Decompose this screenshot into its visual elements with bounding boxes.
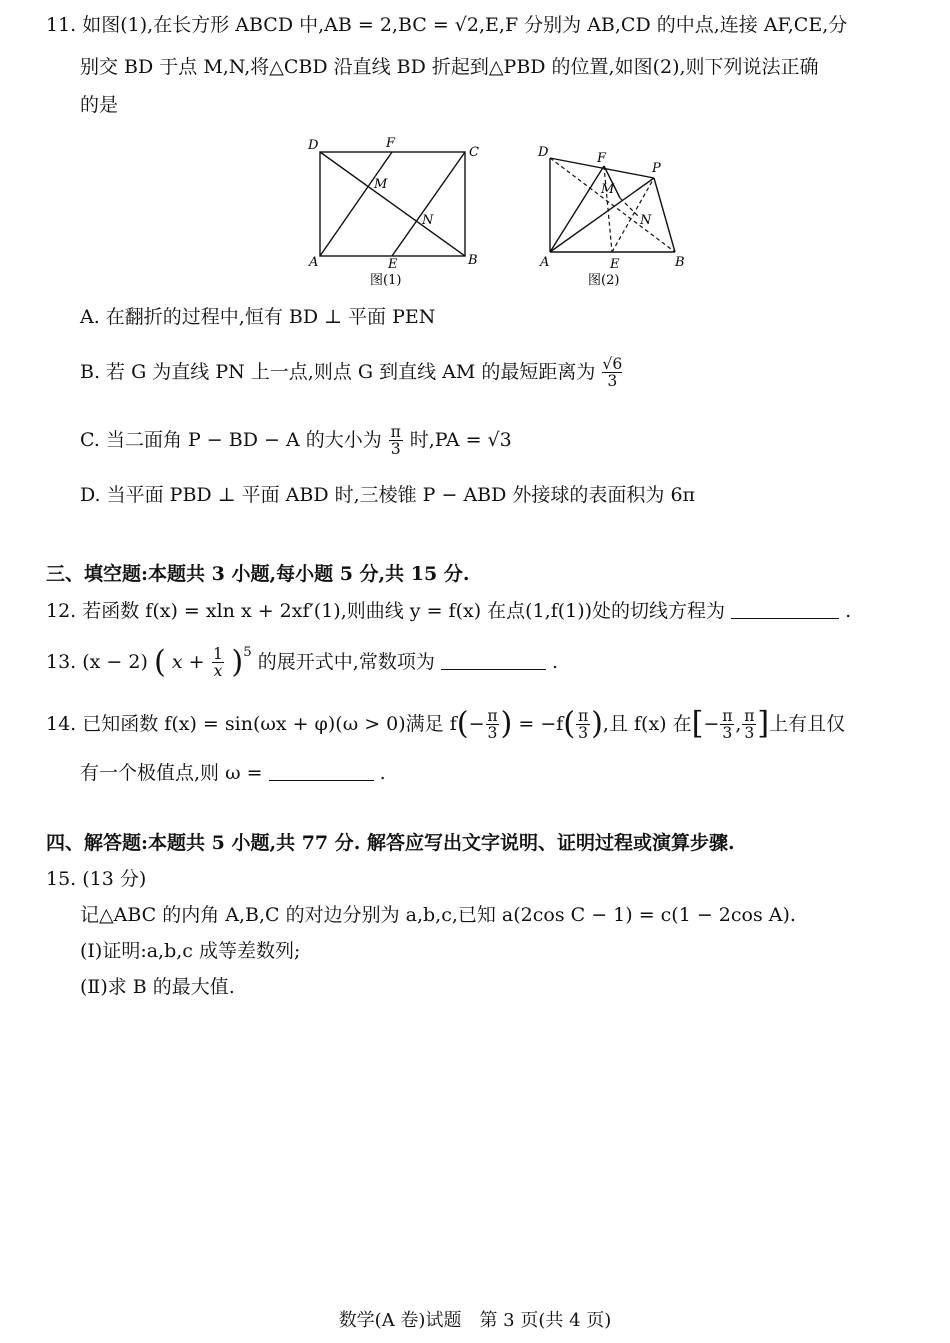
q14-text-b: = −f <box>512 712 564 735</box>
q14-frac-3-num: π <box>722 707 733 725</box>
q14-frac-1 <box>486 708 500 742</box>
q14-frac-2 <box>576 708 590 742</box>
q14-frac-2-num: π <box>577 707 589 725</box>
q13-answer-blank[interactable] <box>441 668 546 670</box>
q12-text: 若函数 f(x) = xln x + 2xf′(1),则曲线 y = f(x) 在点(1,f(1))处的切线方程为 <box>82 600 726 622</box>
q14-text-line2: 有一个极值点,则 ω = <box>80 762 263 784</box>
q14-end: . <box>379 762 386 784</box>
q13-frac-den: x <box>213 662 223 681</box>
fig1-label-b: B <box>468 253 478 268</box>
q13: 13. (x − 2) ( x + $\frac{1}{x}$ )$^5$ 的展开式中,常数项为 . <box>46 644 558 681</box>
fig2-label-m: M <box>601 182 615 197</box>
q13-paren-open: ( <box>153 644 166 680</box>
q12-end: . <box>845 600 852 622</box>
fig1-label-a: A <box>309 255 319 270</box>
section-4-title: 四、解答题:本题共 5 小题,共 77 分. 解答应写出文字说明、证明过程或演算步骤. <box>46 832 735 854</box>
q15-score: (13 分) <box>82 868 147 890</box>
q11-line1 <box>46 14 847 38</box>
q11-line2: 别交 BD 于点 M,N,将△CBD 沿直线 BD 折起到△PBD 的位置,如图(2),则下列说法正确 <box>80 56 819 78</box>
figure-2 <box>530 138 700 290</box>
q12 <box>46 600 851 624</box>
q13-fraction <box>212 646 225 680</box>
fig1-caption: 图(1) <box>370 273 402 288</box>
fig1-label-e: E <box>388 257 398 272</box>
q13-number: 13. <box>46 650 77 673</box>
page-footer: 数学(A 卷)试题 第 3 页(共 4 页) <box>338 1310 612 1331</box>
q11-option-c <box>80 424 512 458</box>
q11-option-a: A. 在翻折的过程中,恒有 BD ⊥ 平面 PEN <box>80 306 436 328</box>
q13-end: . <box>551 650 558 673</box>
q14-paren-open-2: ( <box>563 706 576 742</box>
fig2-label-n: N <box>640 213 652 228</box>
fig1-label-n: N <box>422 213 434 228</box>
q11-text-line1: 如图(1),在长方形 ABCD 中,AB = 2,BC = √2,E,F 分别为 AB,CD 的中点,连接 AF,CE,分 <box>82 14 848 36</box>
q15-part1: (Ⅰ)证明:a,b,c 成等差数列; <box>80 940 301 962</box>
q14-frac-4-num: π <box>744 707 755 725</box>
q14-frac-1-den: 3 <box>487 724 498 743</box>
q11-option-c-num: π <box>390 423 401 441</box>
fig1-label-c: C <box>469 145 479 160</box>
q12-answer-blank[interactable] <box>731 617 839 619</box>
q13-x: x <box>171 650 183 673</box>
q14-frac-2-den: 3 <box>578 724 589 743</box>
q15-part2: (Ⅱ)求 B 的最大值. <box>80 976 235 998</box>
q15-line1: 记△ABC 的内角 A,B,C 的对边分别为 a,b,c,已知 a(2cos C − 1) = c(1 − 2cos A). <box>80 904 796 926</box>
q14-frac-4 <box>742 708 756 742</box>
figure-1 <box>300 132 500 292</box>
fig1-label-d: D <box>308 138 319 153</box>
q14-paren-close-2: ) <box>591 706 603 742</box>
q14-number: 14. <box>46 712 77 735</box>
q15-number: 15. <box>46 868 77 890</box>
q13-paren-close: ) <box>231 644 244 680</box>
q11-option-b-num: √6 <box>602 355 623 373</box>
q11-option-c-den: 3 <box>390 440 401 459</box>
q14-bracket-close: ] <box>757 706 770 742</box>
fig2-line-af <box>550 166 604 252</box>
fig2-label-f: F <box>597 151 607 166</box>
fig2-label-e: E <box>610 257 620 272</box>
q14-frac-4-den: 3 <box>744 724 755 743</box>
q11-number: 11. <box>46 14 77 36</box>
q14-text-a: 已知函数 f(x) = sin(ωx + φ)(ω > 0)满足 f <box>82 712 457 735</box>
fig1-line-af <box>320 152 392 256</box>
q11-option-c-post: 时,PA = √3 <box>409 428 512 451</box>
q14-bracket-open: [ <box>691 706 704 742</box>
section-3-title: 三、填空题:本题共 3 小题,每小题 5 分,共 15 分. <box>46 563 470 585</box>
q11-option-c-fraction <box>389 424 403 458</box>
fig1-label-f: F <box>386 136 396 151</box>
fig2-caption: 图(2) <box>588 273 620 288</box>
q13-exponent: 5 <box>243 645 252 660</box>
q11-option-b <box>80 356 623 390</box>
q13-frac-num: 1 <box>213 645 223 664</box>
q13-post: 的展开式中,常数项为 <box>257 650 435 673</box>
q14-frac-3-den: 3 <box>722 724 733 743</box>
q14-paren-open-1: ( <box>456 706 469 742</box>
q11-option-d: D. 当平面 PBD ⊥ 平面 ABD 时,三棱锥 P − ABD 外接球的表面积为 6π <box>80 484 696 506</box>
fig2-label-a: A <box>540 255 550 270</box>
q14-frac-3 <box>720 708 734 742</box>
q11-line3: 的是 <box>80 94 119 116</box>
q13-pre: (x − 2) <box>82 650 148 673</box>
fig2-label-d: D <box>538 145 549 160</box>
fig2-label-p: P <box>652 161 661 176</box>
q12-number: 12. <box>46 600 77 622</box>
q11-option-c-pre: C. 当二面角 P − BD − A 的大小为 <box>80 428 382 451</box>
fig1-line-ce <box>392 152 465 256</box>
fig2-line-pb <box>654 178 675 252</box>
q11-option-b-text: B. 若 G 为直线 PN 上一点,则点 G 到直线 AM 的最短距离为 <box>80 360 596 383</box>
q14-line1: 14. 已知函数 f(x) = sin(ωx + φ)(ω > 0)满足 f(− $\frac{\pi}{3}$ ) = −f( $\frac{\pi}{3}$ ),且 f(x) 在[− $\frac{\pi}{3}$ , $\frac{\pi}{3}$ ]上有且仅 <box>46 706 846 743</box>
q11-option-b-fraction <box>602 356 622 390</box>
fig1-line-bd <box>320 152 465 256</box>
q11-option-b-den: 3 <box>602 372 622 389</box>
q14-line2 <box>80 762 386 786</box>
q14-frac-1-num: π <box>487 707 498 725</box>
q15-header <box>46 868 146 892</box>
q14-paren-close-1: ) <box>500 706 513 742</box>
q14-text-c: ,且 f(x) 在 <box>602 712 692 735</box>
q14-answer-blank[interactable] <box>269 779 374 781</box>
fig1-label-m: M <box>374 177 388 192</box>
q14-text-d: 上有且仅 <box>769 712 846 735</box>
fig2-label-b: B <box>675 255 685 270</box>
